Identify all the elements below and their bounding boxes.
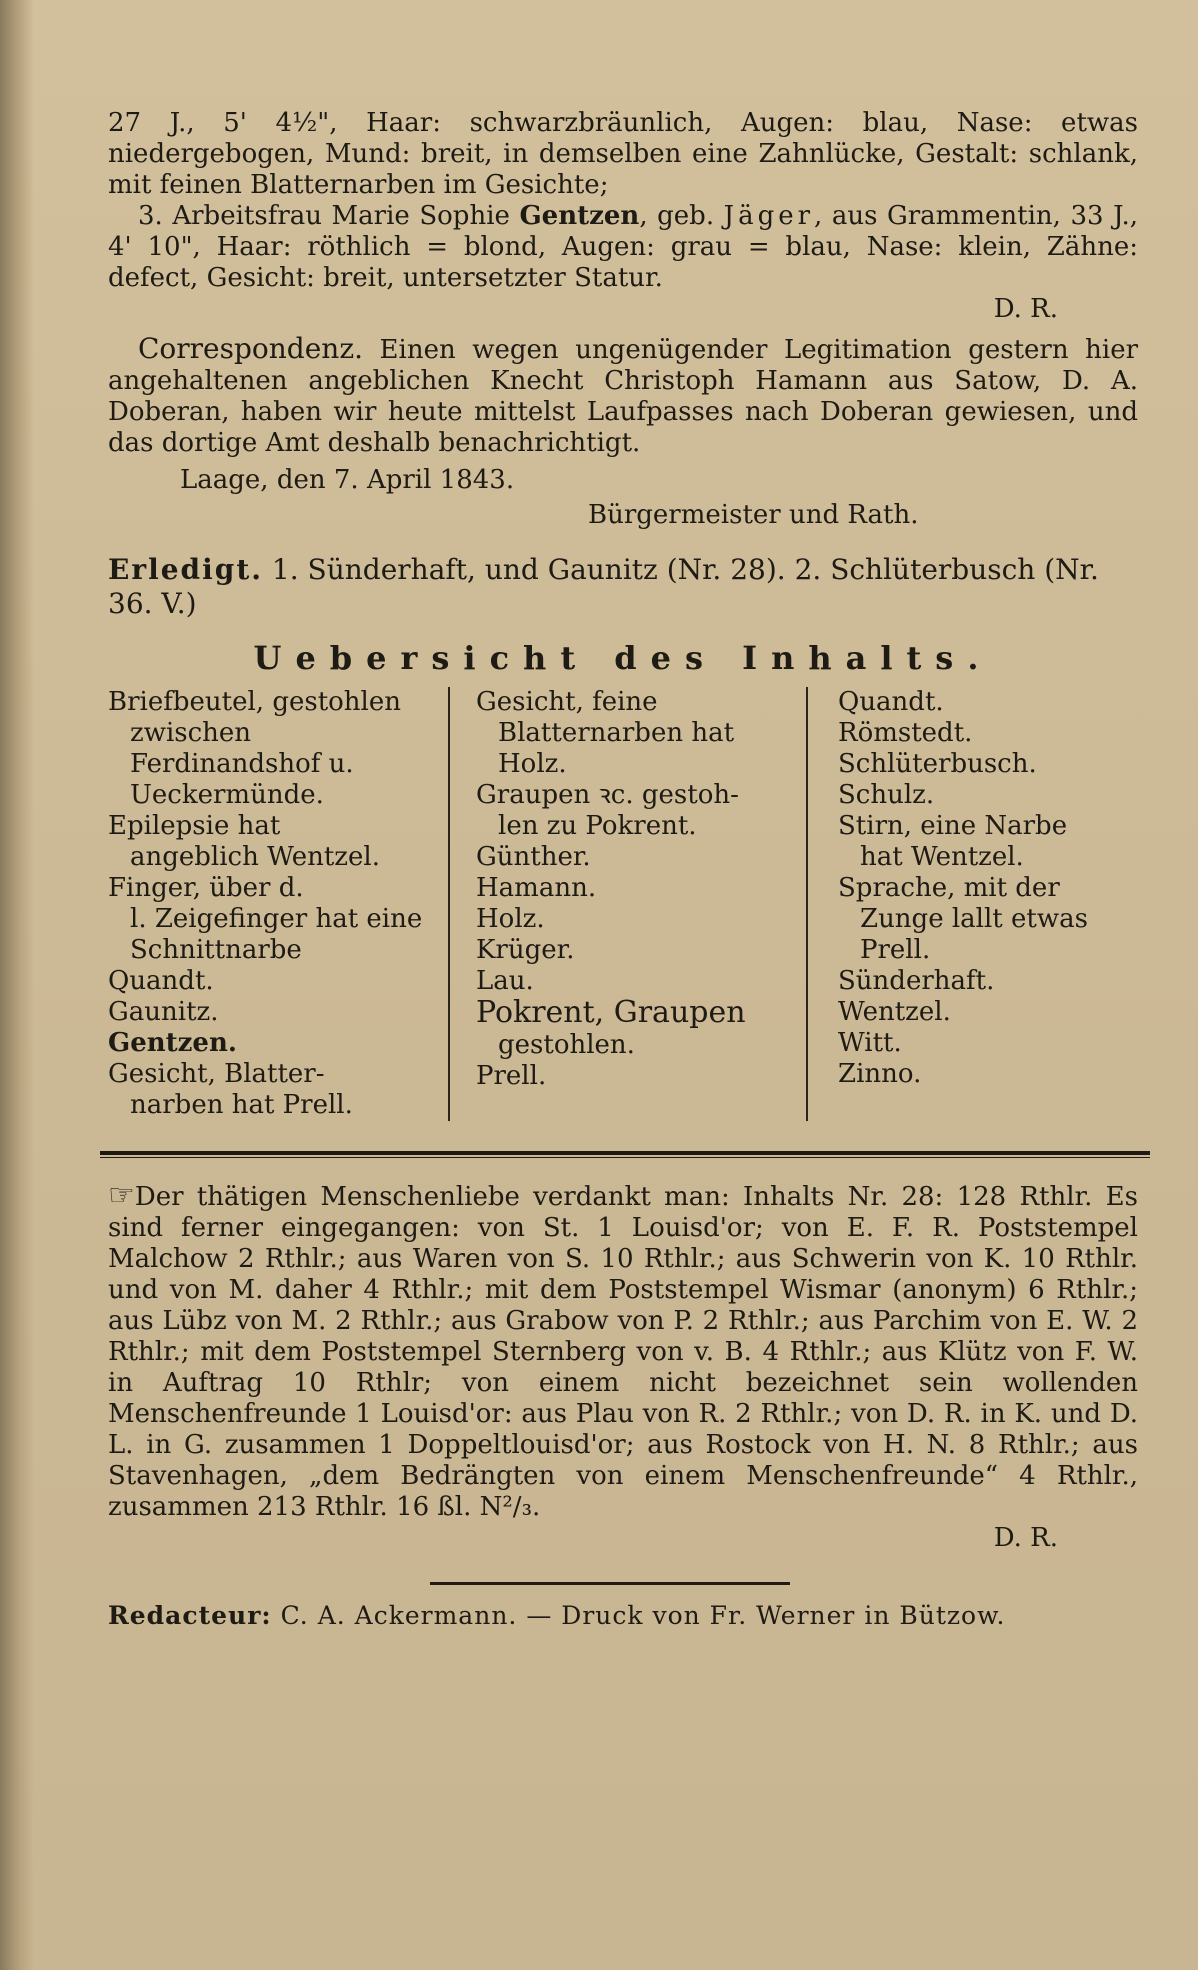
index-entry: [108, 687, 434, 811]
index-entry: [838, 780, 1138, 811]
desc3-details: , aus Grammentin, 33 J., 4' 10", Haar: röthlich = blond, Augen: grau = blau, Nase: klein, Zähne: defect, Gesicht: breit, untersetzter Statur.: [108, 201, 1139, 293]
index-entry-cont: l. Zeigefinger hat eine Schnittnarbe: [130, 904, 423, 965]
index-entry-head: Römstedt.: [838, 718, 973, 748]
desc3-name: Gentzen: [519, 201, 640, 231]
index-entry-head: Zinno.: [838, 1059, 922, 1089]
index-column-1: [108, 687, 448, 1121]
index-entry: [838, 749, 1138, 780]
erledigt-text: 1. Sünderhaft, und Gaunitz (Nr. 28). 2. Schlüterbusch (Nr. 36. V.): [108, 553, 1099, 620]
donations-notice: [108, 1180, 1138, 1523]
index-entry-cont: Blatternarben hat Holz.: [498, 718, 735, 779]
index-entry: [476, 873, 792, 904]
index-table: [108, 687, 1138, 1121]
index-entry-head: Lau.: [476, 966, 534, 996]
index-entry: [476, 935, 792, 966]
index-title: Uebersicht des Inhalts.: [253, 639, 993, 677]
index-entry: [838, 718, 1138, 749]
index-entry-head: Hamann.: [476, 873, 597, 903]
index-entry: [476, 780, 792, 842]
donations-text: Der thätigen Menschenliebe verdankt man: Inhalts Nr. 28: 128 Rthlr. Es sind ferner eingegangen: von St. 1 Louisd'or; von E. F. R. Poststempel Malchow 2 Rthlr.; aus Waren von S. 10 Rthlr.; aus Schwerin von K. 10 Rthlr. und von M. daher 4 Rthlr.; mit dem Poststempel Wismar (anonym) 6 Rthlr.; aus Lübz von M. 2 Rthlr.; aus Grabow von P. 2 Rthlr.; aus Parchim von E. W. 2 Rthlr.; mit dem Poststempel Sternberg von v. B. 4 Rthlr.; aus Klütz von F. W. in Auftrag 10 Rthlr; von einem nicht bezeichnet sein wollenden Menschenfreunde 1 Louisd'or: aus Plau von R. 2 Rthlr.; von D. R. in K. und D. L. in G. zusammen 1 Doppeltlouisd'or; aus Rostock von H. N. 8 Rthlr.; aus Stavenhagen, „dem Bedrängten von einem Menschenfreunde“ 4 Rthlr., zusammen 213 Rthlr. 16 ßl. N²/₃.: [108, 1182, 1138, 1522]
correspondence-signature: Bürgermeister und Rath.: [588, 500, 919, 530]
index-entry: [838, 873, 1138, 966]
index-column-3: [808, 687, 1138, 1121]
index-entry-head: Sprache, mit der: [838, 873, 1060, 903]
imprint-label: Redacteur:: [108, 1601, 272, 1630]
footer-divider: [430, 1582, 790, 1585]
index-entry-head: Graupen ꝛc. gestoh-: [476, 780, 739, 810]
imprint: [108, 1601, 1138, 1631]
index-entry-cont: narben hat Prell.: [130, 1090, 353, 1120]
index-entry-head: Schulz.: [838, 780, 935, 810]
index-entry: [476, 1061, 792, 1092]
correspondence-dateline: Laage, den 7. April 1843.: [180, 465, 515, 495]
index-entry-head: Krüger.: [476, 935, 575, 965]
index-entry-head: Quandt.: [108, 966, 214, 996]
index-entry-cont: gestohlen.: [498, 1030, 635, 1060]
imprint-printer: — Druck von Fr. Werner in Bützow.: [517, 1601, 1006, 1630]
index-entry: [108, 873, 434, 966]
index-entry-head: Pokrent, Graupen: [476, 995, 746, 1030]
index-entry-head: Schlüterbusch.: [838, 749, 1037, 779]
pointing-hand-icon: ☞: [108, 1178, 135, 1213]
report-signature: D. R.: [993, 294, 1058, 324]
index-entry: [108, 1059, 434, 1121]
index-entry-head: Sünderhaft.: [838, 966, 995, 996]
person-description-2: 27 J., 5' 4½", Haar: schwarzbräunlich, Augen: blau, Nase: etwas niedergebogen, Mund: breit, in demselben eine Zahnlücke, Gestalt: schlank, mit feinen Blatternarben im Gesichte;: [108, 108, 1138, 200]
index-entry: [108, 966, 434, 997]
page-spine-shadow: [0, 0, 34, 1970]
index-entry: [838, 687, 1138, 718]
person-description-3: [108, 201, 1138, 294]
desc3-geb: , geb.: [639, 201, 724, 231]
imprint-editor: C. A. Ackermann.: [271, 1601, 518, 1630]
index-entry-head: Holz.: [476, 904, 545, 934]
index-entry: [476, 966, 792, 997]
desc3-intro: 3. Arbeitsfrau Marie Sophie: [138, 201, 520, 231]
index-entry-head: Briefbeutel, gestohlen: [108, 687, 401, 717]
index-entry-head: Gaunitz.: [108, 997, 219, 1027]
index-entry-head: Gentzen.: [108, 1028, 237, 1058]
index-entry: [108, 997, 434, 1028]
index-entry-head: Epilepsie hat: [108, 811, 281, 841]
index-entry-cont: Zunge lallt etwas Prell.: [860, 904, 1088, 965]
index-entry-cont: zwischen Ferdinandshof u. Ueckermünde.: [130, 718, 354, 810]
index-column-2: [448, 687, 808, 1121]
index-entry: [476, 687, 792, 780]
index-entry-head: Günther.: [476, 842, 591, 872]
index-entry: [108, 1028, 434, 1059]
index-entry-head: Wentzel.: [838, 997, 951, 1027]
erledigt-heading: Erledigt.: [108, 553, 264, 586]
donations-signature: D. R.: [993, 1523, 1058, 1553]
index-entry-head: Quandt.: [838, 687, 944, 717]
index-entry: [108, 811, 434, 873]
section-divider: [100, 1151, 1150, 1158]
correspondence-heading: Correspondenz.: [138, 332, 363, 365]
desc3-maiden-name: Jäger: [723, 201, 815, 231]
index-entry-head: Finger, über d.: [108, 873, 304, 903]
index-entry-head: Prell.: [476, 1061, 547, 1091]
index-entry: [476, 842, 792, 873]
index-entry: [838, 811, 1138, 873]
index-entry: [476, 904, 792, 935]
index-entry-head: Stirn, eine Narbe: [838, 811, 1068, 841]
index-entry: [838, 966, 1138, 997]
index-entry: [838, 1028, 1138, 1059]
erledigt-notice: [108, 553, 1138, 621]
index-entry-head: Gesicht, feine: [476, 687, 658, 717]
index-entry-cont: hat Wentzel.: [860, 842, 1024, 872]
index-entry-head: Gesicht, Blatter-: [108, 1059, 325, 1089]
correspondence-notice: [108, 333, 1138, 459]
index-entry-head: Witt.: [838, 1028, 902, 1058]
index-entry: [838, 1059, 1138, 1090]
index-entry: [838, 997, 1138, 1028]
index-entry: [476, 997, 792, 1061]
index-entry-cont: angeblich Wentzel.: [130, 842, 380, 872]
correspondence-text: Einen wegen ungenügender Legitimation gestern hier angehaltenen angeblichen Knecht Christoph Hamann aus Satow, D. A. Doberan, haben wir heute mittelst Laufpasses nach Doberan gewiesen, und das dortige Amt deshalb benachrichtigt.: [108, 335, 1139, 458]
index-entry-cont: len zu Pokrent.: [498, 811, 697, 841]
